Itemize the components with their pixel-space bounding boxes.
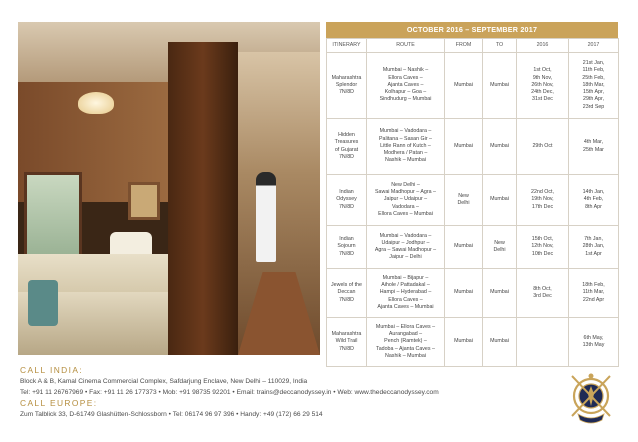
cell-2017-line: 4th Mar, [583, 139, 604, 146]
cell-route-line: Tadoba – Ajanta Caves – [376, 345, 435, 352]
cell-from-line: New [458, 192, 469, 199]
cell-from [445, 318, 483, 367]
cell-2016 [517, 53, 569, 119]
cell-2017-line: 25th Mar [583, 146, 604, 153]
cell-2017 [569, 175, 619, 226]
cell-from-line: Mumbai [454, 142, 473, 149]
bed-throw [28, 280, 58, 326]
cell-route-line: Nashik – Mumbai [385, 352, 426, 359]
cell-route-line: Palitana – Sasan Gir – [379, 135, 432, 142]
cell-2017 [569, 119, 619, 175]
cell-route-line: Mumbai – Nashik – [382, 67, 429, 74]
cell-itinerary-line: Indian [339, 236, 354, 243]
cell-itinerary-line: Splendor [335, 81, 358, 88]
cell-2016-line: 19th Nov, [531, 196, 554, 203]
cell-2016-line: 12th Nov, [531, 243, 554, 250]
cell-2016-line: 15th Oct, [531, 236, 554, 243]
cell-from-line: Mumbai [454, 289, 473, 296]
cell-itinerary [327, 269, 367, 318]
cell-itinerary-line: 7N/8D [338, 345, 354, 352]
call-europe-heading: CALL EUROPE: [20, 398, 98, 408]
cell-route-line: Ellora Caves – [388, 74, 423, 81]
cell-route-line: Aurangabad – [388, 331, 423, 338]
cell-route-line: Modhera / Patan – [383, 150, 428, 157]
ceiling-lamp [78, 92, 114, 114]
cell-2017-line: 21st Jan, [582, 60, 605, 67]
cell-2017-line: 28th Jan, [582, 243, 605, 250]
cell-from-line: Mumbai [454, 81, 473, 88]
cell-from [445, 175, 483, 226]
india-contact-details: Tel: +91 11 26767969 • Fax: +91 11 26 177373 • Mob: +91 98735 92201 • Email: trains@deccanodyssey.in • Web: www.thedeccanodyssey.com [20, 389, 439, 396]
table-row [327, 175, 619, 226]
cell-from [445, 119, 483, 175]
cell-2016 [517, 175, 569, 226]
cell-from-line: Mumbai [454, 243, 473, 250]
cell-from [445, 53, 483, 119]
contact-block [20, 365, 560, 420]
cell-route-line: Ellora Caves – [388, 296, 423, 303]
cell-to [483, 175, 517, 226]
cell-to-line: Mumbai [490, 196, 509, 203]
cell-2017-line: 11th Feb, [582, 67, 605, 74]
cell-itinerary [327, 119, 367, 175]
cell-from-line: Delhi [457, 200, 470, 206]
cell-itinerary [327, 226, 367, 269]
cell-route-line: Sawai Madhopur – Agra – [375, 189, 436, 196]
cell-2017-line: 8th Apr [585, 203, 602, 210]
cell-2016 [517, 119, 569, 175]
cell-route [367, 226, 445, 269]
cell-route-line: New Delhi – [391, 181, 420, 188]
cell-2017-line: 11th Mar, [582, 289, 605, 296]
cell-route [367, 53, 445, 119]
schedule-table [326, 38, 619, 367]
cell-itinerary-line: Wild Trail [335, 338, 358, 345]
cell-from-line: Mumbai [454, 338, 473, 345]
cell-route-line: Mumbai – Ellora Caves – [375, 323, 436, 330]
cell-2017-line: 14th Jan, [582, 189, 605, 196]
cell-route [367, 119, 445, 175]
cell-2017-line: 13th May [582, 342, 605, 348]
table-row [327, 226, 619, 269]
column-header-itinerary: ITINERARY [327, 39, 367, 53]
cell-route-line: Sindhudurg – Mumbai [379, 96, 432, 103]
table-row [327, 53, 619, 119]
cell-2016-line: 29th Oct [532, 142, 553, 149]
cell-route-line: Mumbai – Vadodara – [379, 128, 432, 135]
column-header-2017: 2017 [569, 39, 619, 53]
cell-2017-line: 25th Feb, [582, 74, 605, 81]
cell-route-line: Ellora Caves – Mumbai [378, 210, 433, 217]
cabin-door [168, 42, 238, 355]
cell-route [367, 175, 445, 226]
cell-2017-line: 18th Feb, [582, 282, 605, 289]
cell-itinerary-line: Sojourn [337, 243, 356, 250]
cell-route-line: Ajanta Caves – [387, 81, 424, 88]
cell-2016-line: 17th Dec [531, 203, 554, 210]
cell-route-line: Vadodara – [392, 203, 419, 210]
cell-route-line: Jaipur – Delhi [389, 254, 422, 261]
cell-2017-line: 22nd Apr [582, 296, 605, 303]
deccan-odyssey-emblem-icon [566, 370, 616, 430]
cell-itinerary [327, 53, 367, 119]
column-header-to: TO [483, 39, 517, 53]
cell-2017 [569, 226, 619, 269]
cell-to [483, 269, 517, 318]
cell-2017-line: 7th Jan, [584, 236, 603, 243]
cell-itinerary-line: Maharashtra [331, 331, 362, 338]
cell-itinerary-line: Deccan [337, 289, 356, 296]
cell-itinerary [327, 318, 367, 367]
cell-to-line: New [494, 239, 505, 246]
cell-to [483, 318, 517, 367]
schedule-title: OCTOBER 2016 – SEPTEMBER 2017 [326, 22, 618, 38]
cell-from [445, 269, 483, 318]
cell-2016-line: 1st Oct, [533, 67, 552, 74]
cell-route-line: Hampi – Hyderabad – [379, 289, 432, 296]
column-header-2016: 2016 [517, 39, 569, 53]
column-header-route: ROUTE [367, 39, 445, 53]
cell-to-line: Delhi [493, 247, 506, 253]
cell-itinerary-line: 7N/8D [338, 296, 354, 303]
cell-route-line: Jaipur – Udaipur – [383, 196, 428, 203]
wall-picture [128, 182, 160, 220]
cell-itinerary-line: 7N/8D [338, 203, 354, 210]
call-india-heading: CALL INDIA: [20, 365, 84, 375]
table-row [327, 269, 619, 318]
cell-2017 [569, 53, 619, 119]
cell-route-line: Kolhapur – Goa – [384, 89, 427, 96]
cell-from [445, 226, 483, 269]
cell-itinerary-line: 7N/8D [338, 89, 354, 96]
cell-route-line: Agra – Sawai Madhopur – [374, 247, 437, 253]
cell-to-line: Mumbai [490, 142, 509, 149]
cell-to [483, 53, 517, 119]
cell-2016 [517, 226, 569, 269]
cell-2017-line: 4th Feb, [583, 196, 604, 203]
cell-itinerary-line: Odyssey [336, 196, 357, 203]
cell-route-line: Pench (Ramtek) – [384, 338, 427, 345]
cell-to [483, 119, 517, 175]
cell-itinerary [327, 175, 367, 226]
cell-route [367, 269, 445, 318]
cell-2016-line: 31st Dec [532, 96, 553, 103]
cell-2017-line: 1st Apr [585, 250, 602, 257]
cell-2016-line: 3rd Dec [533, 293, 552, 299]
cell-route-line: Ajanta Caves – Mumbai [377, 303, 434, 310]
cell-2016 [517, 318, 569, 367]
cell-route-line: Mumbai – Vadodara – [379, 232, 432, 239]
india-address: Block A & B, Kamal Cinema Commercial Complex, Safdarjung Enclave, New Delhi – 110029, India [20, 378, 308, 385]
cell-2016-line: 9th Nov, [532, 74, 553, 81]
train-cabin-photo [18, 22, 320, 355]
cell-to-line: Mumbai [490, 289, 509, 296]
cell-2016 [517, 269, 569, 318]
attendant-figure [256, 172, 276, 262]
schedule-table-block [326, 22, 618, 367]
column-header-from: FROM [445, 39, 483, 53]
cell-2017 [569, 269, 619, 318]
cell-2016-line: 8th Oct, [533, 285, 552, 292]
cell-itinerary-line: Hidden [338, 132, 355, 139]
cell-2017-line: 15th Apr, [583, 89, 604, 96]
cell-2017-line: 29th Apr, [583, 96, 604, 103]
cell-2017-line: 23rd Sep [582, 103, 605, 110]
cell-route-line: Udaipur – Jodhpur – [381, 239, 430, 246]
cell-itinerary-line: Maharashtra [331, 74, 362, 81]
table-row [327, 318, 619, 367]
cell-to-line: Mumbai [490, 338, 509, 345]
cell-to [483, 226, 517, 269]
cell-2017 [569, 318, 619, 367]
cell-2017-line: 6th May, [583, 334, 604, 341]
cell-route [367, 318, 445, 367]
cell-2016-line: 24th Dec, [531, 89, 554, 96]
cell-itinerary-line: 7N/8D [338, 153, 354, 160]
cell-itinerary-line: 7N/8D [338, 250, 354, 257]
cell-2017-line: 18th Mar, [582, 81, 605, 88]
cell-route-line: Aihole / Pattadakal – [381, 282, 430, 289]
cell-route-line: Nashik – Mumbai [385, 157, 426, 164]
cell-2016-line: 26th Nov, [531, 81, 554, 88]
cell-route-line: Little Rann of Kutch – [380, 142, 431, 149]
cell-2016-line: 22nd Oct, [531, 189, 554, 196]
cell-2016-line: 10th Dec [531, 250, 554, 257]
cell-itinerary-line: Indian [339, 189, 354, 196]
cell-itinerary-line: Treasures [334, 139, 359, 146]
table-header-row [327, 39, 619, 53]
europe-contact-details: Zum Talblick 33, D-61749 Glashütten-Schlossborn • Tel: 06174 96 97 396 • Handy: +49 (172) 66 29 514 [20, 411, 323, 418]
cell-itinerary-line: Jewels of the [331, 282, 362, 289]
cell-itinerary-line: of Gujarat [334, 146, 359, 153]
table-row [327, 119, 619, 175]
cell-route-line: Mumbai – Bijapur – [382, 274, 429, 281]
cell-to-line: Mumbai [490, 81, 509, 88]
